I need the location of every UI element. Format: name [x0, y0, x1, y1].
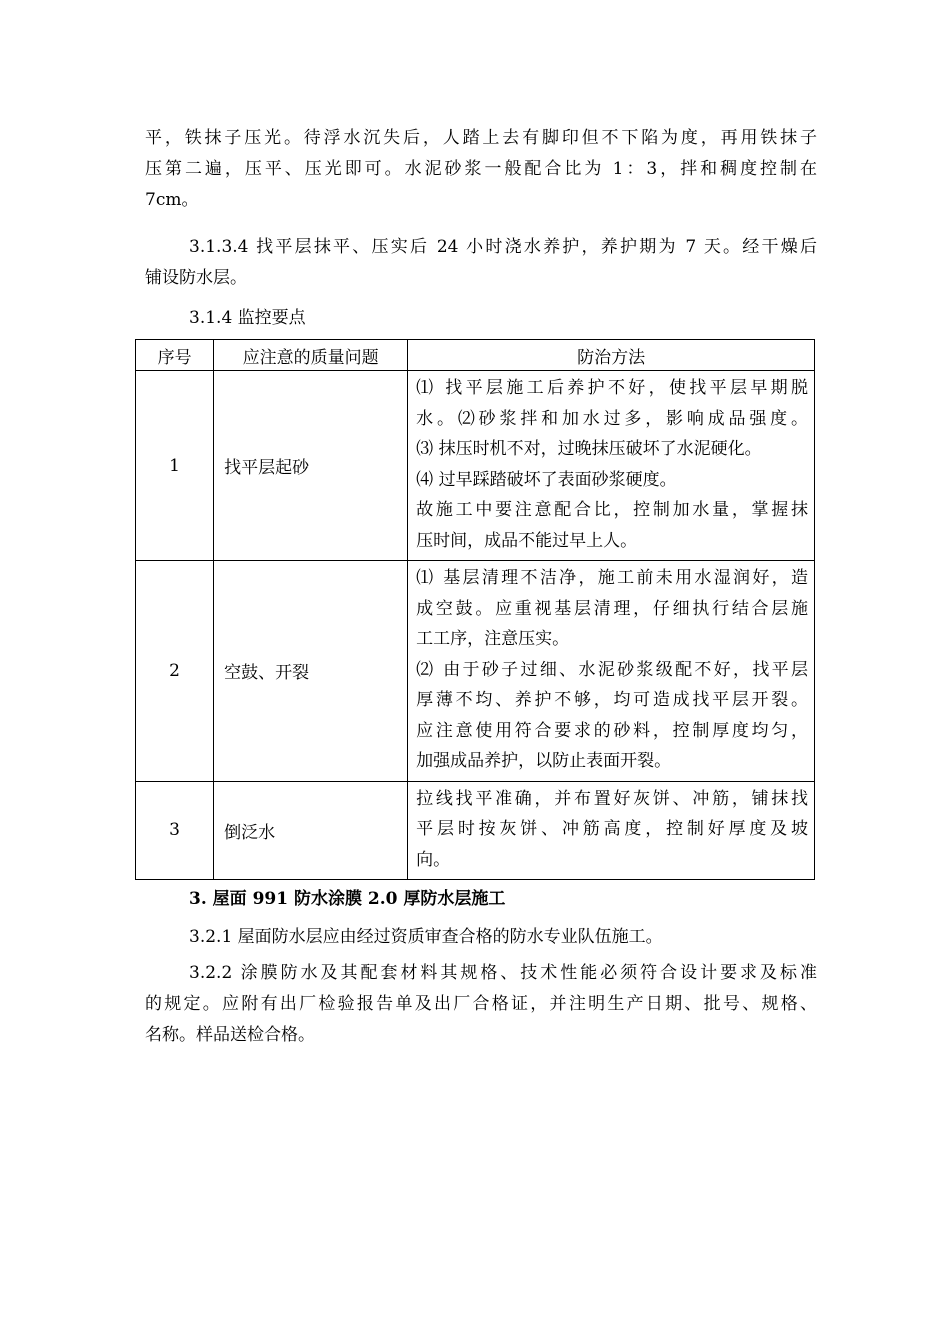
row-problem: 找平层起砂: [214, 371, 408, 561]
text-line: 铺设防水层。: [145, 268, 247, 288]
row-no: 3: [136, 781, 214, 880]
monitoring-table: [135, 339, 815, 880]
method-line: 工工序，注意压实。: [416, 629, 570, 649]
row-problem: 空鼓、开裂: [214, 561, 408, 782]
method-line: ⑷ 过早踩踏破坏了表面砂浆硬度。: [416, 469, 677, 490]
item-322-paragraph: [145, 958, 817, 1051]
text-line: 3.1.3.4 找平层抹平、压实后 24 小时浇水养护，养护期为 7 天。经干燥后: [189, 237, 817, 257]
section-heading: 3. 屋面 991 防水涂膜 2.0 厚防水层施工: [189, 889, 506, 909]
method-line: 平层时按灰饼、冲筋高度，控制好厚度及坡: [416, 819, 808, 839]
table-row: [136, 371, 815, 561]
method-line: 故施工中要注意配合比，控制加水量，掌握抹: [416, 500, 808, 520]
table-row: [136, 561, 815, 782]
text-line: 平，铁抹子压光。待浮水沉失后，人踏上去有脚印但不下陷为度，再用铁抹子: [145, 128, 817, 148]
text-line: 名称。样品送检合格。: [145, 1025, 315, 1045]
row-method: [408, 561, 815, 782]
method-line: ⑴ 找平层施工后养护不好，使找平层早期脱: [416, 378, 808, 398]
row-method: [408, 781, 815, 880]
text-line: 3.2.1 屋面防水层应由经过资质审查合格的防水专业队伍施工。: [189, 927, 663, 947]
section-title: 3.1.4 监控要点: [189, 308, 306, 328]
method-line: 成空鼓。应重视基层清理，仔细执行结合层施: [416, 598, 808, 619]
row-method: [408, 371, 815, 561]
table-row: [136, 781, 815, 880]
intro-paragraph: [145, 123, 817, 216]
method-line: ⑴ 基层清理不洁净，施工前未用水湿润好，造: [416, 568, 808, 588]
text-line: 7cm。: [145, 190, 199, 210]
method-line: 水。⑵砂浆拌和加水过多，影响成品强度。: [416, 408, 808, 429]
row-problem: 倒泛水: [214, 781, 408, 880]
method-line: 拉线找平准确，并布置好灰饼、冲筋，铺抹找: [416, 788, 808, 809]
item-321-paragraph: [145, 922, 817, 953]
method-line: ⑶ 抹压时机不对，过晚抹压破坏了水泥硬化。: [416, 439, 762, 459]
method-line: 应注意使用符合要求的砂料，控制厚度均匀，: [416, 720, 808, 741]
header-no: 序号: [136, 340, 214, 371]
method-line: 厚薄不均、养护不够，均可造成找平层开裂。: [416, 690, 808, 710]
row-no: 1: [136, 371, 214, 561]
header-method: 防治方法: [408, 340, 815, 371]
method-line: 向。: [416, 849, 451, 870]
table-header-row: [136, 340, 815, 371]
text-line: 的规定。应附有出厂检验报告单及出厂合格证，并注明生产日期、批号、规格、: [145, 994, 817, 1014]
section-314-title: [145, 303, 817, 334]
text-line: 压第二遍，压平、压光即可。水泥砂浆一般配合比为 1：3，拌和稠度控制在: [145, 159, 817, 179]
section-32-heading-block: [145, 884, 817, 915]
method-line: 压时间，成品不能过早上人。: [416, 530, 638, 551]
method-line: 加强成品养护，以防止表面开裂。: [416, 751, 672, 771]
text-line: 3.2.2 涂膜防水及其配套材料其规格、技术性能必须符合设计要求及标准: [189, 963, 817, 983]
item-3134-paragraph: [145, 232, 817, 294]
row-no: 2: [136, 561, 214, 782]
header-problem: 应注意的质量问题: [214, 340, 408, 371]
method-line: ⑵ 由于砂子过细、水泥砂浆级配不好，找平层: [416, 659, 808, 680]
